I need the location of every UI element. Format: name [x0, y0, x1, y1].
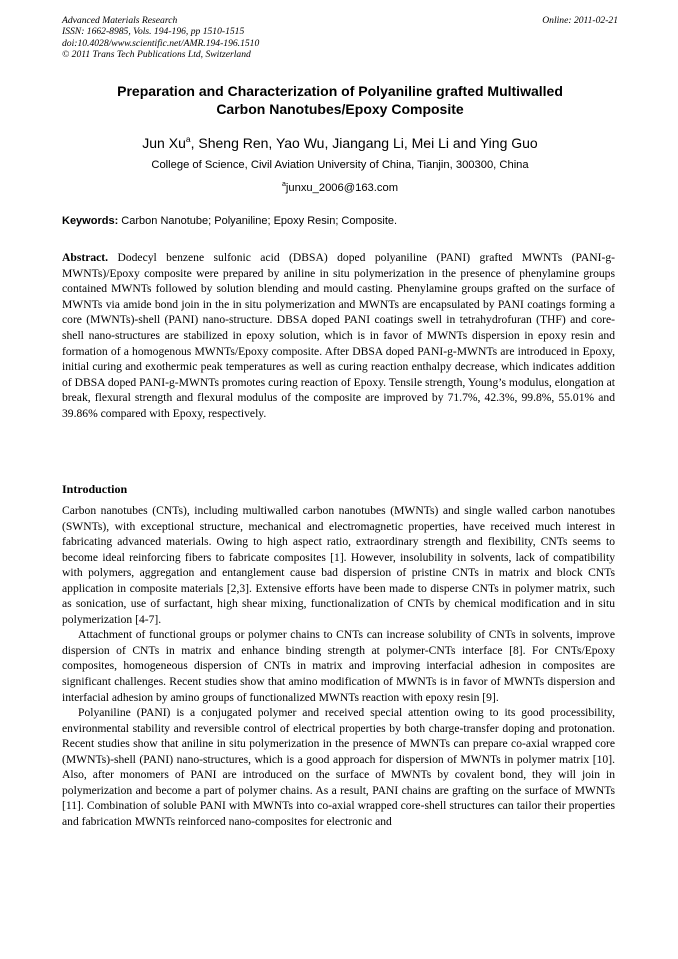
title-line-2: Carbon Nanotubes/Epoxy Composite [216, 101, 464, 117]
first-author-affil-mark: a [185, 134, 191, 144]
email-affil-mark: a [281, 181, 286, 188]
journal-name: Advanced Materials Research [62, 15, 178, 26]
keywords [62, 214, 618, 228]
paper-title [62, 82, 618, 118]
abstract [62, 250, 615, 422]
author-email [62, 178, 618, 195]
title-line-1: Preparation and Characterization of Polyaniline grafted Multiwalled [117, 83, 563, 99]
abstract-text: Dodecyl benzene sulfonic acid (DBSA) doped polyaniline (PANI) grafted MWNTs (PANI-g-MWNTs)/Epoxy composite were prepared by aniline in situ polymerization in the presence of phenylamine groups contained MWNTs followed by solution blending and mould casting. Phenylamine groups grafted on the surface of MWNTs via amide bond join in the in situ polymerization and MWNTs are encapsulated by PANI coatings forming a core (MWNTs)-shell (PANI) nano-structure. DBSA doped PANI coatings swell in tetrahydrofuran (THF) and core-shell nano-structures are stabilized in epoxy solution, which is in favor of MWNTs dispersion in epoxy resin and formation of a homogenous MWNTs/Epoxy composite. After DBSA doped PANI-g-MWNTs are introduced in Epoxy, initial curing and exothermic peak temperatures as well as curing reaction enthalpy decrease, which indicates addition of DBSA doped PANI-g-MWNTs promotes curing reaction of Epoxy. Tensile strength, Young’s modulus, elongation at break, flexural strength and flexural modulus of the composite are improved by 71.7%, 42.3%, 99.8%, 55.01% and 39.86% compared with Epoxy, respectively. [62, 251, 615, 420]
introduction-body [62, 503, 615, 829]
issn-line: ISSN: 1662-8985, Vols. 194-196, pp 1510-1515 [62, 26, 245, 38]
email-address: junxu_2006@163.com [285, 182, 399, 194]
affiliation: College of Science, Civil Aviation University of China, Tianjin, 300300, China [151, 159, 529, 171]
intro-paragraph-3: Polyaniline (PANI) is a conjugated polymer and received special attention owing to its good processibility, environmental stability and reversible control of electrical properties by both charge-transfer doping and protonation. Recent studies show that aniline in situ polymerization in the presence of MWNTs can prepare co-axial wrapped core (MWNTs)-shell (PANI) nano-structures, which is a good approach for dispersion of MWNTs in polymer matrix [10]. Also, after monomers of PANI are introduced on the surface of MWNTs by covalent bond, they will join in polymerization and become a part of polymer chains. As a result, PANI chains are grafting on the surface of MWNTs [11]. Combination of soluble PANI with MWNTs into co-axial wrapped core-shell structures can tailor their properties and fabrication MWNTs reinforced nano-composites for electronic and [62, 706, 615, 828]
author-list [62, 130, 618, 152]
keywords-label: Keywords: [62, 215, 119, 227]
other-authors: , Sheng Ren, Yao Wu, Jiangang Li, Mei Li and Ying Guo [190, 135, 538, 151]
doi-line: doi:10.4028/www.scientific.net/AMR.194-196.1510 [62, 37, 260, 49]
intro-paragraph-1: Carbon nanotubes (CNTs), including multiwalled carbon nanotubes (MWNTs) and single walled carbon nanotubes (SWNTs), with exceptional structure, mechanical and electromagnetic properties, have received much interest in fabricating advanced materials. Owing to high aspect ratio, extraordinary strength and flexibility, CNTs seems to become ideal reinforcing fibers to fabricate composites [1]. However, insolubility in solvents, lack of compatibility with polymers, aggregation and entanglement cause bad dispersion of pristine CNTs in matrix and block CNTs application in composite materials [2,3]. Extensive efforts have been made to disperse CNTs in polymer matrix, such as sonication, use of surfactant, high shear mixing, functionalization of CNTs by chemical modification and in situ polymerization [4-7]. [62, 504, 615, 626]
abstract-label: Abstract. [62, 251, 109, 264]
keywords-text: Carbon Nanotube; Polyaniline; Epoxy Resin; Composite. [118, 215, 398, 227]
first-author: Jun Xu [142, 135, 186, 151]
introduction-heading: Introduction [62, 482, 128, 496]
copyright-line: © 2011 Trans Tech Publications Ltd, Switzerland [62, 49, 251, 61]
journal-header [62, 15, 618, 61]
online-date: Online: 2011-02-21 [542, 15, 618, 26]
intro-paragraph-2: Attachment of functional groups or polymer chains to CNTs can increase solubility of CNTs in solvents, improve dispersion of CNTs in matrix and enhance binding strength at polymer-CNTs interface [8]. For CNTs/Epoxy composites, homogeneous dispersion of CNTs in matrix and improving interfacial adhesion in composites are significant challenges. Recent studies show that amino modification of MWNTs is in favor of MWNTs dispersion and interfacial adhesion by amino groups of functionalized MWNTs reaction with epoxy resin [9]. [62, 628, 615, 704]
